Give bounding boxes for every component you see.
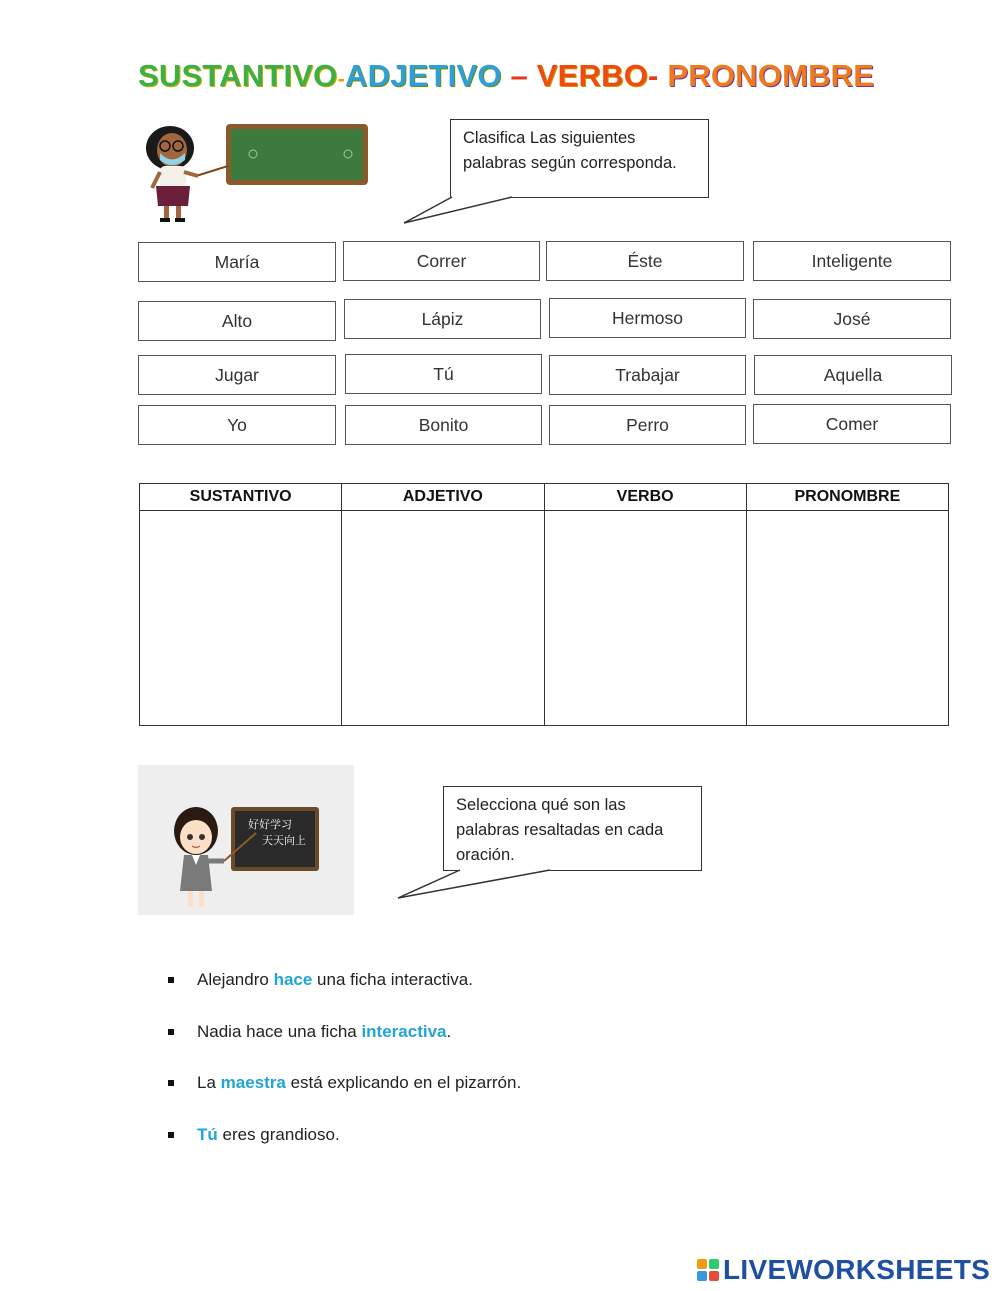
- word-label: Yo: [227, 414, 247, 435]
- sentence-item: [168, 968, 521, 1020]
- instruction-bubble-2: [443, 786, 702, 871]
- word-box[interactable]: [138, 242, 336, 282]
- title-verbo: VERBO: [536, 58, 649, 93]
- highlighted-word[interactable]: Tú: [197, 1124, 218, 1144]
- sentence-item: [168, 1020, 521, 1072]
- bullet-icon: [168, 1080, 174, 1086]
- word-label: Bonito: [418, 414, 469, 435]
- logo-text: LIVEWORKSHEETS: [723, 1254, 991, 1285]
- classification-table: [139, 483, 949, 726]
- sentence-text: La maestra está explicando en el pizarrón.: [197, 1073, 522, 1092]
- title-separator: –: [510, 58, 528, 93]
- instruction-text: Selecciona qué son las palabras resaltadas en cada oración.: [456, 796, 664, 864]
- word-label: Hermoso: [612, 307, 683, 328]
- teacher-illustration: [138, 116, 378, 228]
- word-label: Inteligente: [811, 250, 893, 271]
- bullet-icon: [168, 1132, 174, 1138]
- bullet-icon: [168, 1029, 174, 1035]
- sentence-text: Alejandro hace una ficha interactiva.: [197, 970, 473, 989]
- sentence-text: Tú eres grandioso.: [197, 1124, 340, 1144]
- teacher-image: [138, 765, 354, 915]
- page-title: [138, 58, 874, 94]
- logo-icon: [697, 1259, 719, 1281]
- drop-zone-pronombre[interactable]: [746, 511, 948, 726]
- sentence-list: [168, 968, 521, 1174]
- sentence-item: [168, 1123, 521, 1175]
- word-box[interactable]: [343, 241, 540, 281]
- word-label: Tú: [433, 363, 454, 384]
- sentence-item: [168, 1071, 521, 1123]
- highlighted-word[interactable]: interactiva: [361, 1021, 447, 1041]
- instruction-bubble-1: [450, 119, 709, 198]
- title-pronombre: PRONOMBRE: [667, 58, 875, 93]
- word-box[interactable]: [138, 405, 336, 445]
- instruction-text: Clasifica Las siguientes palabras según corresponda.: [463, 129, 677, 172]
- title-adjetivo: ADJETIVO: [345, 58, 502, 93]
- word-label: Jugar: [215, 364, 259, 385]
- column-header-sustantivo: SUSTANTIVO: [140, 484, 342, 511]
- word-box[interactable]: [345, 354, 542, 394]
- word-box[interactable]: [546, 241, 744, 281]
- title-separator: -: [337, 66, 346, 91]
- bubble-tail: [395, 869, 555, 901]
- drop-zone-verbo[interactable]: [544, 511, 746, 726]
- word-label: Perro: [626, 414, 669, 435]
- board-text-line: 好好学习: [248, 818, 292, 831]
- word-box[interactable]: [344, 299, 541, 339]
- drop-zone-adjetivo[interactable]: [342, 511, 544, 726]
- title-separator: -: [648, 58, 659, 93]
- highlighted-word[interactable]: hace: [273, 970, 313, 989]
- word-label: Éste: [627, 250, 663, 271]
- sentence-text: Nadia hace una ficha interactiva.: [197, 1021, 452, 1041]
- highlighted-word[interactable]: maestra: [220, 1073, 286, 1092]
- word-box[interactable]: [549, 355, 746, 395]
- word-box[interactable]: [753, 299, 951, 339]
- bubble-tail: [400, 196, 520, 228]
- word-box[interactable]: [549, 298, 746, 338]
- drop-zone-sustantivo[interactable]: [140, 511, 342, 726]
- title-sustantivo: SUSTANTIVO: [138, 58, 338, 93]
- word-label: Lápiz: [421, 308, 464, 329]
- board-text-line: 天天向上: [262, 834, 306, 847]
- word-box[interactable]: [549, 405, 746, 445]
- column-header-verbo: VERBO: [544, 484, 746, 511]
- word-box[interactable]: [753, 404, 951, 444]
- word-label: Alto: [221, 310, 253, 331]
- bullet-icon: [168, 977, 174, 983]
- column-header-adjetivo: ADJETIVO: [342, 484, 544, 511]
- word-label: Aquella: [823, 364, 883, 385]
- word-box[interactable]: [138, 355, 336, 395]
- word-box[interactable]: [345, 405, 542, 445]
- liveworksheets-logo[interactable]: [697, 1254, 990, 1286]
- word-label: José: [833, 308, 871, 329]
- word-label: Correr: [416, 250, 467, 271]
- word-label: Comer: [825, 413, 879, 434]
- word-box[interactable]: [138, 301, 336, 341]
- word-label: Trabajar: [615, 364, 680, 385]
- word-box[interactable]: [753, 241, 951, 281]
- word-box[interactable]: [754, 355, 952, 395]
- word-label: María: [214, 251, 260, 272]
- column-header-pronombre: PRONOMBRE: [746, 484, 948, 511]
